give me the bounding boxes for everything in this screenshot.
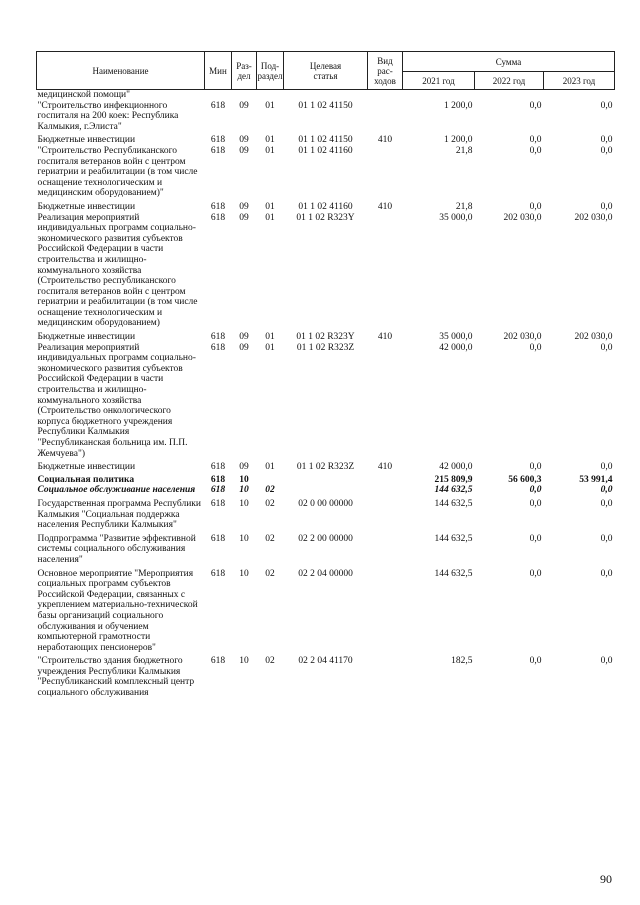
cell-2023 [544, 90, 615, 101]
cell-razdel: 10 [239, 474, 249, 485]
cell-min: 618 [210, 568, 226, 579]
cell-2023: 0,0 [600, 498, 613, 509]
cell-2021: 35 000,0 [439, 332, 473, 343]
table-row [37, 496, 615, 531]
cell-name: Бюджетные инвестиции [37, 201, 136, 212]
cell-vid: 410 [377, 332, 393, 343]
cell-razdel: 10 [239, 568, 249, 579]
table-row [37, 90, 615, 101]
cell-target: 01 1 02 41150 [298, 135, 353, 146]
cell-podrazdel: 02 [265, 656, 275, 667]
cell-vid: 410 [377, 135, 393, 146]
cell-2022: 56 600,3 [508, 474, 542, 485]
cell-2023: 0,0 [600, 135, 613, 146]
cell-min: 618 [210, 201, 226, 212]
table-row [37, 213, 615, 330]
cell-target: 02 2 04 41170 [298, 656, 353, 667]
cell-2022: 0,0 [529, 145, 542, 156]
cell-target: 01 1 02 R323Y [296, 212, 355, 223]
cell-min: 618 [210, 332, 226, 343]
cell-2022: 0,0 [529, 462, 542, 473]
cell-podrazdel: 01 [265, 332, 275, 343]
header-2022: 2022 год [475, 72, 544, 90]
cell-2023: 0,0 [600, 485, 613, 496]
cell-2022: 0,0 [529, 498, 542, 509]
cell-name: Подпрограмма "Развитие эффективной системы социального обслуживания населения" [37, 533, 196, 565]
cell-2021: 144 632,5 [434, 498, 473, 509]
cell-2021: 21,8 [455, 201, 473, 212]
cell-2021: 144 632,5 [434, 485, 473, 496]
table-row [37, 531, 615, 566]
cell-target: 01 1 02 41150 [298, 100, 353, 111]
cell-vid: 410 [377, 462, 393, 473]
cell-podrazdel: 01 [265, 145, 275, 156]
cell-podrazdel: 02 [265, 498, 275, 509]
table-row [37, 146, 615, 199]
cell-2023: 0,0 [600, 568, 613, 579]
cell-2022: 0,0 [529, 100, 542, 111]
cell-2022 [475, 90, 544, 101]
cell-name: Бюджетные инвестиции [37, 135, 136, 146]
cell-podrazdel: 02 [265, 485, 275, 496]
cell-razdel: 10 [239, 485, 249, 496]
cell-razdel: 09 [239, 212, 249, 223]
cell-2023: 202 030,0 [574, 332, 613, 343]
cell-2023: 0,0 [600, 201, 613, 212]
cell-min: 618 [210, 342, 226, 353]
cell-name: Бюджетные инвестиции [37, 332, 136, 343]
cell-2023: 0,0 [600, 462, 613, 473]
cell-target [284, 485, 368, 496]
cell-min: 618 [210, 212, 226, 223]
cell-target: 01 1 02 41160 [298, 201, 353, 212]
cell-vid [368, 473, 403, 486]
cell-2021: 215 809,9 [434, 474, 473, 485]
cell-target: 01 1 02 41160 [298, 145, 353, 156]
cell-min: 618 [210, 100, 226, 111]
header-vid: Вид рас- ходов [368, 52, 403, 90]
cell-name: "Строительство здания бюджетного учреждения Республики Калмыкия "Республиканский комплексный центр социального обслуживания [37, 656, 195, 699]
header-2023: 2023 год [544, 72, 615, 90]
cell-razdel: 09 [239, 342, 249, 353]
cell-2021: 21,8 [455, 145, 473, 156]
cell-2021: 35 000,0 [439, 212, 473, 223]
header-razdel: Раз- дел [232, 52, 257, 90]
cell-target [284, 90, 368, 101]
cell-2022: 0,0 [529, 568, 542, 579]
cell-podrazdel: 02 [265, 533, 275, 544]
cell-2023: 0,0 [600, 145, 613, 156]
cell-2021: 1 200,0 [444, 135, 473, 146]
cell-name: "Строительство Республиканского госпиталя ветеранов войн с центром гериатрии и реабилитации (в том числе оснащение технологическим и медицинским оборудованием)" [37, 145, 198, 199]
cell-target: 01 1 02 R323Z [296, 462, 355, 473]
cell-vid [368, 531, 403, 566]
budget-table [36, 51, 615, 699]
cell-min: 618 [210, 145, 226, 156]
cell-name: Социальная политика [37, 474, 135, 485]
page-number: 90 [600, 872, 612, 886]
cell-min: 618 [210, 485, 226, 496]
cell-target [284, 473, 368, 486]
cell-vid [368, 213, 403, 330]
cell-2021 [403, 90, 475, 101]
cell-min [205, 90, 232, 101]
table-row [37, 132, 615, 146]
cell-name: Основное мероприятие "Мероприятия социальных программ субъектов Российской Федерации, связанных с укреплением материально-технической базы организаций социального обслуживания и обучением компьютерной грамотности неработающих пенсионеров" [37, 568, 198, 653]
cell-razdel: 09 [239, 100, 249, 111]
cell-razdel: 10 [239, 533, 249, 544]
cell-target: 01 1 02 R323Z [296, 342, 355, 353]
cell-name: "Строительство инфекционного госпиталя на 200 коек: Республика Калмыкия, г.Элиста" [37, 100, 179, 132]
header-sum: Сумма [403, 52, 615, 72]
cell-name: Реализация мероприятий индивидуальных программ социально-экономического развития субъектов Российской Федерации в части строительства и жилищно-коммунального хозяйства (Строительство республиканского госпиталя ветеранов войн с центром гериатрии и реабилитации (в том числе оснащение технологическим и медицинским оборудованием) [37, 212, 198, 329]
header-min: Мин [205, 52, 232, 90]
cell-razdel: 10 [239, 656, 249, 667]
cell-2022: 202 030,0 [503, 332, 542, 343]
cell-2021: 182,5 [451, 656, 473, 667]
cell-2023: 202 030,0 [574, 212, 613, 223]
cell-2022: 0,0 [529, 485, 542, 496]
cell-2023: 53 991,4 [579, 474, 613, 485]
cell-podrazdel [257, 473, 284, 486]
table-row [37, 343, 615, 460]
table-row [37, 199, 615, 213]
cell-razdel: 09 [239, 145, 249, 156]
cell-podrazdel: 01 [265, 100, 275, 111]
cell-name: Государственная программа Республики Калмыкия "Социальная поддержка населения Республики Калмыкия" [37, 498, 201, 531]
cell-podrazdel: 02 [265, 568, 275, 579]
cell-podrazdel [257, 90, 284, 101]
cell-podrazdel: 01 [265, 212, 275, 223]
cell-2022: 0,0 [529, 201, 542, 212]
cell-target: 01 1 02 R323Y [296, 332, 355, 343]
cell-min: 618 [210, 474, 226, 485]
cell-2022: 0,0 [529, 533, 542, 544]
cell-2022: 0,0 [529, 656, 542, 667]
cell-vid [368, 653, 403, 698]
header-podrazdel: Под- раздел [257, 52, 284, 90]
table-body [37, 90, 615, 699]
cell-razdel: 09 [239, 462, 249, 473]
cell-2021: 42 000,0 [439, 342, 473, 353]
cell-podrazdel: 01 [265, 342, 275, 353]
cell-podrazdel: 01 [265, 201, 275, 212]
cell-name: Бюджетные инвестиции [37, 462, 136, 473]
cell-razdel: 09 [239, 201, 249, 212]
cell-vid [368, 496, 403, 531]
header-2021: 2021 год [403, 72, 475, 90]
cell-2021: 144 632,5 [434, 568, 473, 579]
cell-2021: 42 000,0 [439, 462, 473, 473]
table-row [37, 653, 615, 698]
cell-min: 618 [210, 533, 226, 544]
table-row [37, 473, 615, 486]
header-name: Наименование [37, 52, 205, 90]
cell-2023: 0,0 [600, 533, 613, 544]
cell-2023: 0,0 [600, 100, 613, 111]
cell-vid [368, 101, 403, 133]
cell-2023: 0,0 [600, 656, 613, 667]
table-row [37, 459, 615, 473]
cell-min: 618 [210, 498, 226, 509]
cell-name: Реализация мероприятий индивидуальных программ социально-экономического развития субъектов Российской Федерации в части строительства и жилищно-коммунального хозяйства (Строительство онкологического корпуса бюджетного учреждения Республики Калмыкия "Республиканская больница им. П.П. Жемчуева") [37, 342, 196, 459]
cell-vid [368, 146, 403, 199]
cell-name: Социальное обслуживание населения [37, 485, 196, 496]
table-row [37, 329, 615, 343]
cell-podrazdel: 01 [265, 135, 275, 146]
table-row [37, 485, 615, 496]
cell-2022: 0,0 [529, 342, 542, 353]
cell-razdel: 09 [239, 135, 249, 146]
cell-vid [368, 90, 403, 101]
cell-min: 618 [210, 135, 226, 146]
table-row [37, 566, 615, 654]
cell-razdel: 10 [239, 498, 249, 509]
cell-name: медицинской помощи" [37, 90, 131, 100]
cell-min: 618 [210, 462, 226, 473]
cell-razdel: 09 [239, 332, 249, 343]
cell-target: 02 0 00 00000 [298, 498, 353, 509]
cell-2022: 0,0 [529, 135, 542, 146]
cell-razdel [232, 90, 257, 101]
cell-vid [368, 485, 403, 496]
cell-vid [368, 343, 403, 460]
cell-vid: 410 [377, 201, 393, 212]
cell-vid [368, 566, 403, 654]
cell-2023: 0,0 [600, 342, 613, 353]
cell-podrazdel: 01 [265, 462, 275, 473]
cell-2021: 144 632,5 [434, 533, 473, 544]
cell-2022: 202 030,0 [503, 212, 542, 223]
cell-2021: 1 200,0 [444, 100, 473, 111]
table-row [37, 101, 615, 133]
cell-target: 02 2 04 00000 [298, 568, 353, 579]
cell-target: 02 2 00 00000 [298, 533, 353, 544]
header-target: Целевая статья [284, 52, 368, 90]
cell-min: 618 [210, 656, 226, 667]
